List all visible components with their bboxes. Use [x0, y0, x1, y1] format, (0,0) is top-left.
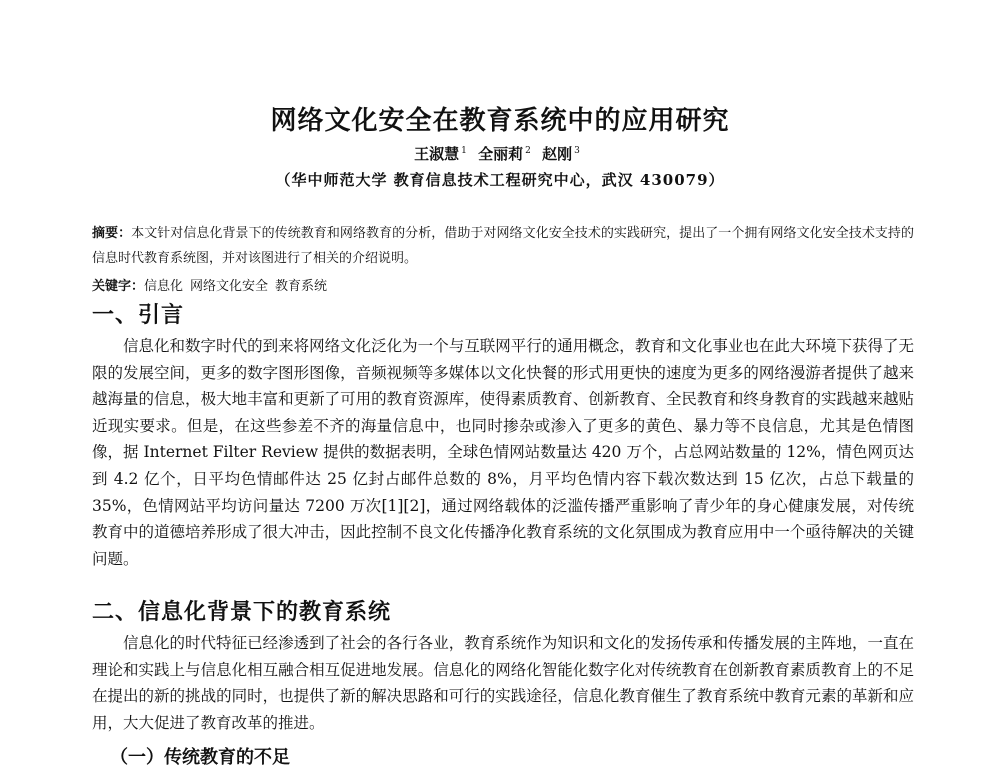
author-line — [0, 143, 1000, 164]
author-name: 王淑慧 — [414, 145, 460, 163]
keywords — [92, 277, 914, 297]
paper-title: 网络文化安全在教育系统中的应用研究 — [270, 106, 730, 136]
author-name: 赵刚 — [542, 145, 573, 163]
section-heading-education-system: 二、信息化背景下的教育系统 — [92, 600, 392, 625]
author-superscript: 2 — [525, 146, 531, 156]
keyword: 信息化 — [144, 279, 184, 294]
affiliation: （华中师范大学 教育信息技术工程研究中心，武汉 430079） — [275, 171, 725, 189]
author-superscript: 1 — [461, 146, 467, 156]
abstract-label: 摘要： — [92, 226, 132, 241]
keyword: 网络文化安全 — [190, 279, 269, 294]
subsection-heading: （一）传统教育的不足 — [110, 747, 290, 768]
author-name: 全丽莉 — [478, 145, 524, 163]
keywords-label: 关键字： — [92, 279, 145, 294]
section-paragraph-education-system: 信息化的时代特征已经渗透到了社会的各行各业，教育系统作为知识和文化的发扬传承和传播发展的主阵地，一直在理论和实践上与信息化相互融合相互促进地发展。信息化的网络化智能化数字化对传统教育在创新教育素质教育上的不足在提出的新的挑战的同时，也提供了新的解决思路和可行的实践途径，信息化教育催生了教育系统中教育元素的革新和应用，大大促进了教育改革的推进。 — [92, 634, 914, 732]
abstract-text: 本文针对信息化背景下的传统教育和网络教育的分析，借助于对网络文化安全技术的实践研究，提出了一个拥有网络文化安全技术支持的信息时代教育系统图，并对该图进行了相关的介绍说明。 — [92, 226, 914, 266]
author-superscript: 3 — [574, 146, 580, 156]
section-heading-introduction: 一、引言 — [92, 303, 185, 328]
abstract — [92, 221, 914, 271]
keyword: 教育系统 — [275, 279, 328, 294]
section-paragraph-introduction: 信息化和数字时代的到来将网络文化泛化为一个与互联网平行的通用概念，教育和文化事业也在此大环境下获得了无限的发展空间，更多的数字图形图像，音频视频等多媒体以文化快餐的形式用更快的速度为更多的网络漫游者提供了越来越海量的信息，极大地丰富和更新了可用的教育资源库，使得素质教育、创新教育、全民教育和终身教育的实践越来越贴近现实要求。但是，在这些参差不齐的海量信息中，也同时掺杂或渗入了更多的黄色、暴力等不良信息，尤其是色情图像，据 Internet Filter Review 提供的数据表明，全球色情网站数量达 420 万个，占总网站数量的 12%，情色网页达到 4.2 亿个，日平均色情邮件达 25 亿封占邮件总数的 8%，月平均色情内容下载次数达到 15 亿次，占总下载量的 35%，色情网站平均访问量达 7200 万次[1][2]，通过网络载体的泛滥传播严重影响了青少年的身心健康发展，对传统教育中的道德培养形成了很大冲击，因此控制不良文化传播净化教育系统的文化氛围成为教育应用中一个亟待解决的关键问题。 — [92, 337, 914, 568]
